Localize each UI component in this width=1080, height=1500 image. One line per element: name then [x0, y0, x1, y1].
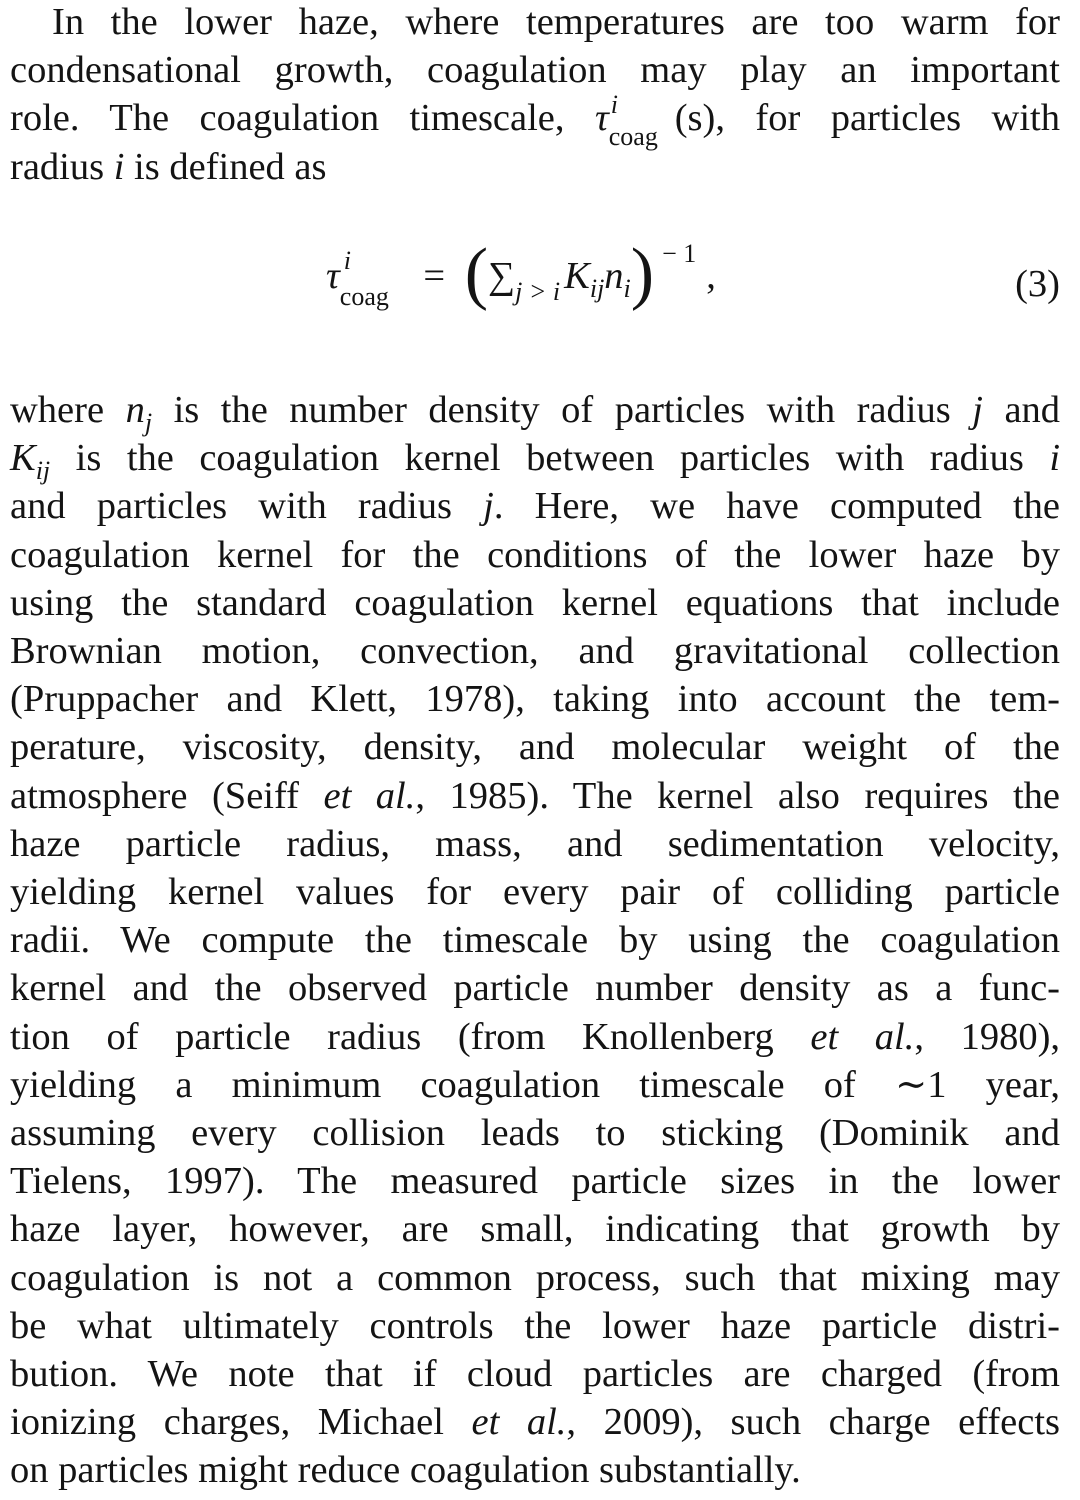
- text-line: haze particle radius, mass, and sedimentation velocity,: [10, 822, 1060, 865]
- eq-tau-symbol: τ: [326, 255, 340, 297]
- paragraph-main: [10, 386, 1060, 1495]
- text-line: tion of particle radius (from Knollenberg et al., 1980),: [10, 1015, 1061, 1058]
- eq-kernel-subscript: ij: [589, 274, 605, 303]
- text-line: be what ultimately controls the lower haze particle distri-: [10, 1304, 1060, 1347]
- eq-sum-subscript: j > i: [515, 277, 561, 306]
- equation-3: [10, 236, 1060, 336]
- eq-density: n: [604, 255, 624, 297]
- text-line: yielding kernel values for every pair of colliding particle: [10, 871, 1060, 914]
- text-line: using the standard coagulation kernel equations that include: [10, 581, 1060, 624]
- equation-number: (3): [1015, 263, 1060, 305]
- equation-body: [326, 235, 716, 312]
- text-line: role. The coagulation timescale, τ i coag (s), for particles with: [10, 90, 1061, 152]
- text-line: bution. We note that if cloud particles are charged (from: [10, 1353, 1060, 1396]
- text-line: Tielens, 1997). The measured particle sizes in the lower: [10, 1160, 1060, 1203]
- text-line: haze layer, however, are small, indicating that growth by: [10, 1208, 1060, 1251]
- paragraph-intro: [10, 0, 1060, 191]
- text-line: atmosphere (Seiff et al., 1985). The kernel also requires the: [10, 774, 1060, 817]
- text-line: ionizing charges, Michael et al., 2009), such charge effects: [10, 1401, 1061, 1444]
- eq-tau-subscript: coag: [339, 282, 389, 311]
- eq-open-paren: (: [464, 235, 489, 312]
- text-line: In the lower haze, where temperatures are too warm for: [52, 1, 1060, 43]
- text-line: kernel and the observed particle number density as a func-: [10, 967, 1060, 1010]
- text-line: radii. We compute the timescale by using the coagulation: [10, 919, 1060, 962]
- text-line: and particles with radius j. Here, we have computed the: [10, 485, 1061, 528]
- tau-symbol: τ: [594, 97, 609, 140]
- text-line: on particles might reduce coagulation substantially.: [10, 1449, 801, 1492]
- text-line: yielding a minimum coagulation timescale of ∼1 year,: [10, 1063, 1060, 1106]
- eq-exponent: − 1: [662, 239, 697, 268]
- text-line: assuming every collision leads to sticking (Dominik and: [10, 1112, 1060, 1155]
- text-line: $K_{ij}$ is the coagulation kernel between particles with radius i: [10, 437, 1061, 486]
- eq-close-paren: ): [630, 235, 655, 312]
- tau-superscript: i: [610, 90, 618, 120]
- text-line: condensational growth, coagulation may play an important: [10, 49, 1060, 92]
- tau-subscript: coag: [608, 122, 658, 152]
- eq-sum-symbol: ∑: [488, 255, 516, 297]
- text-line: radius i is defined as: [10, 145, 327, 188]
- eq-equals: =: [423, 255, 446, 297]
- text-line: perature, viscosity, density, and molecular weight of the: [10, 726, 1060, 769]
- text-line: where $n_j$ is the number density of particles with radius j and: [10, 389, 1061, 437]
- eq-kernel: K: [564, 255, 590, 297]
- eq-trailing-comma: ,: [706, 255, 716, 297]
- eq-tau-superscript: i: [343, 246, 352, 275]
- text-line: coagulation kernel for the conditions of the lower haze by: [10, 533, 1060, 576]
- eq-density-subscript: i: [623, 274, 631, 303]
- text-line: Brownian motion, convection, and gravitational collection: [10, 630, 1060, 673]
- text-line: coagulation is not a common process, such that mixing may: [10, 1256, 1060, 1299]
- text-line: (Pruppacher and Klett, 1978), taking into account the tem-: [10, 678, 1060, 721]
